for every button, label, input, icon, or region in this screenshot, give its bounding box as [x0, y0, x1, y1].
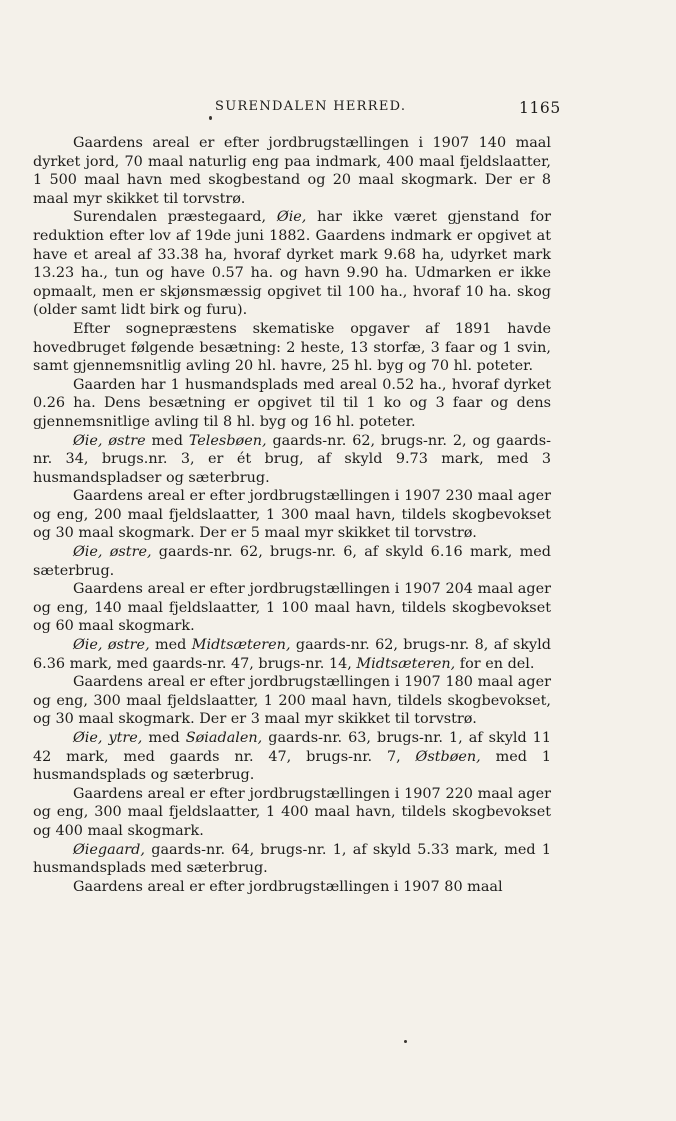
text-run: har ikke været gjenstand for reduktion efter lov af 19de juni 1882. Gaardens indmark er opgivet at have et areal af 33.38 ha, hvoraf dyrket mark 9.68 ha, udyrket mark 13.23 ha., tun og have 0.57 ha. og havn 9.90 ha. Udmarken er ikke opmaalt, men er skjønsmæssig opgivet til 100 ha., hvoraf 10 ha. skog (older samt lidt birk og furu). [33, 209, 551, 319]
paragraph [33, 729, 551, 785]
paragraph [33, 580, 551, 636]
text-run: Gaardens areal er efter jordbrugstællingen i 1907 230 maal ager og eng, 200 maal fjeldslaatter, 1 300 maal havn, tildels skogbevokset og 30 maal skogmark. Der er 5 maal myr skikket til torvstrø. [33, 488, 551, 542]
paragraph [33, 376, 551, 432]
text-run: med 1 husmandsplads og sæterbrug. [33, 748, 551, 784]
text-run: Surendalen præstegaard, [73, 209, 277, 226]
farm-name: Øie, [276, 209, 307, 226]
text-run: Gaarden har 1 husmandsplads med areal 0.52 ha., hvoraf dyrket 0.26 ha. Dens besætning er opgivet til til 1 ko og 3 faar og dens gjennemsnitlige avling til 8 hl. byg og 16 hl. poteter. [33, 376, 551, 430]
paragraph [33, 841, 551, 878]
text-run: gaards-nr. 62, brugs-nr. 8, af skyld 6.36 mark, med gaards-nr. 47, brugs-nr. 14, [33, 637, 551, 672]
running-title: SURENDALEN HERRED. [215, 99, 407, 114]
text-run: Gaardens areal er efter jordbrugstællingen i 1907 140 maal dyrket jord, 70 maal naturlig eng paa indmark, 400 maal fjeldslaatter, 1 500 maal havn med skogbestand og 20 maal skogmark. Der er 8 maal myr skikket til torvstrø. [33, 135, 551, 207]
text-run: med [145, 432, 189, 449]
page-header [0, 99, 676, 123]
paragraph [33, 636, 551, 673]
farm-name: Øiegaard, [73, 841, 145, 858]
farm-name: Telesbøen, [188, 432, 267, 449]
farm-name: Øie, østre, [73, 637, 150, 654]
paragraph [33, 487, 551, 543]
text-run: Gaardens areal er efter jordbrugstællingen i 1907 80 maal [73, 878, 503, 895]
farm-name: Øie, østre, [73, 544, 152, 561]
paragraph [33, 785, 551, 841]
text-run: gaards-nr. 62, brugs-nr. 2, og gaards-nr. 34, brugs.nr. 3, er ét brug, af skyld 9.73 mark, med 3 husmandspladser og sæterbrug. [33, 432, 551, 486]
paragraph [33, 878, 551, 897]
farm-name: Midtsæteren, [191, 637, 291, 654]
text-run: med [149, 637, 192, 654]
text-run: for en del. [455, 655, 535, 672]
print-speck [209, 116, 212, 120]
page-number: 1165 [519, 99, 561, 117]
paragraph [33, 134, 551, 208]
text-run: Gaardens areal er efter jordbrugstællingen i 1907 180 maal ager og eng, 300 maal fjeldslaatter, 1 200 maal havn, tildels skogbevokset, og 30 maal skogmark. Der er 3 maal myr skikket til torvstrø. [33, 674, 551, 728]
print-speck [404, 1040, 407, 1043]
paragraph [33, 543, 551, 580]
text-run: Gaardens areal er efter jordbrugstællingen i 1907 220 maal ager og eng, 300 maal fjeldslaatter, 1 400 maal havn, tildels skogbevokset og 400 maal skogmark. [33, 785, 551, 839]
farm-name: Midtsæteren, [356, 655, 456, 672]
paragraph [33, 432, 551, 488]
paragraph [33, 208, 551, 320]
farm-name: Øie, ytre, [73, 730, 143, 746]
paragraph [33, 673, 551, 729]
text-run: med [142, 730, 186, 746]
farm-name: Øie, østre [73, 432, 146, 449]
text-run: gaards-nr. 63, brugs-nr. 1, af skyld 11 42 mark, med gaards nr. 47, brugs-nr. 7, [33, 730, 551, 765]
body-text [33, 134, 551, 896]
text-run: Gaardens areal er efter jordbrugstællingen i 1907 204 maal ager og eng, 140 maal fjeldslaatter, 1 100 maal havn, tildels skogbevokset og 60 maal skogmark. [33, 581, 551, 635]
text-run: Efter sognepræstens skematiske opgaver af 1891 havde hovedbruget følgende besætning: 2 heste, 13 storfæ, 3 faar og 1 svin, samt gjennemsnitlig avling 20 hl. havre, 25 hl. byg og 70 hl. poteter. [33, 320, 551, 375]
farm-name: Østbøen, [415, 748, 481, 765]
farm-name: Søiadalen, [185, 730, 263, 746]
text-run: gaards-nr. 64, brugs-nr. 1, af skyld 5.33 mark, med 1 husmandsplads med sæterbrug. [33, 841, 551, 877]
text-run: gaards-nr. 62, brugs-nr. 6, af skyld 6.16 mark, med sæterbrug. [33, 544, 551, 579]
paragraph [33, 320, 551, 376]
